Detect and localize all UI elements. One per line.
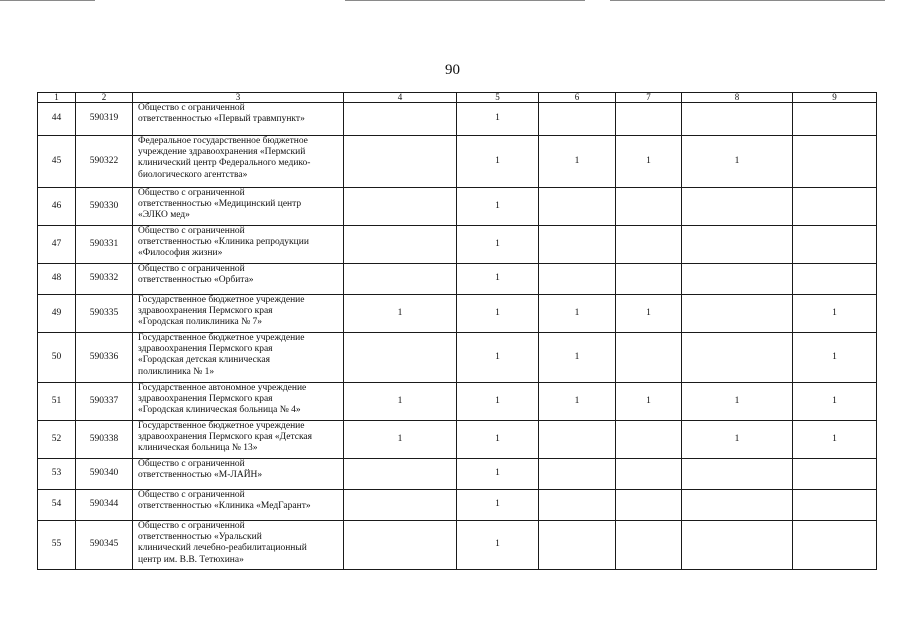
column-header: 7 [616,93,682,103]
cell-col-8 [682,459,793,490]
column-header: 1 [38,93,76,103]
organization-name: Государственное бюджетное учреждение здравоохранения Пермского края «Городская поликлиника № 7» [133,295,344,333]
cell-col-8 [682,226,793,264]
row-number: 52 [38,421,76,459]
organization-name: Общество с ограниченной ответственностью «М-ЛАЙН» [133,459,344,490]
table-row [38,490,877,521]
cell-col-5: 1 [457,383,539,421]
column-header: 9 [793,93,877,103]
organization-name: Государственное автономное учреждение здравоохранения Пермского края «Городская клиническая больница № 4» [133,383,344,421]
cell-col-8 [682,264,793,295]
cell-col-8 [682,490,793,521]
cell-col-9 [793,103,877,136]
cell-col-6: 1 [539,383,616,421]
scan-edge-line-mid [345,0,585,1]
cell-col-6 [539,421,616,459]
cell-col-8: 1 [682,383,793,421]
column-header: 2 [76,93,133,103]
organization-name: Общество с ограниченной ответственностью «Уральский клинический лечебно-реабилитационный центр им. В.В. Тетюхина» [133,521,344,570]
organization-code: 590337 [76,383,133,421]
table-row [38,295,877,333]
cell-col-5: 1 [457,188,539,226]
cell-col-9 [793,226,877,264]
cell-col-9 [793,459,877,490]
table-row [38,459,877,490]
table-row [38,521,877,570]
row-number: 44 [38,103,76,136]
cell-col-4 [344,490,457,521]
table-row [38,264,877,295]
cell-col-7: 1 [616,295,682,333]
cell-col-5: 1 [457,226,539,264]
cell-col-4: 1 [344,383,457,421]
cell-col-5: 1 [457,421,539,459]
organization-name: Общество с ограниченной ответственностью «Медицинский центр «ЭЛКО мед» [133,188,344,226]
cell-col-4 [344,188,457,226]
cell-col-5: 1 [457,333,539,383]
cell-col-4 [344,264,457,295]
organization-code: 590338 [76,421,133,459]
cell-col-6 [539,521,616,570]
row-number: 48 [38,264,76,295]
cell-col-4 [344,333,457,383]
row-number: 51 [38,383,76,421]
table-row [38,103,877,136]
cell-col-5: 1 [457,521,539,570]
row-number: 46 [38,188,76,226]
row-number: 54 [38,490,76,521]
cell-col-6: 1 [539,295,616,333]
cell-col-8 [682,295,793,333]
cell-col-8 [682,333,793,383]
cell-col-9 [793,490,877,521]
organization-code: 590332 [76,264,133,295]
cell-col-6 [539,226,616,264]
column-header: 8 [682,93,793,103]
organization-code: 590322 [76,136,133,188]
cell-col-6 [539,264,616,295]
cell-col-9: 1 [793,333,877,383]
organization-name: Федеральное государственное бюджетное учреждение здравоохранения «Пермский клинический центр Федерального медико- биологического агентства» [133,136,344,188]
row-number: 55 [38,521,76,570]
cell-col-7 [616,188,682,226]
cell-col-7 [616,521,682,570]
cell-col-7 [616,264,682,295]
organization-name: Общество с ограниченной ответственностью «Первый травмпункт» [133,103,344,136]
organization-code: 590340 [76,459,133,490]
table-row [38,333,877,383]
table-row [38,383,877,421]
column-header: 3 [133,93,344,103]
cell-col-8: 1 [682,421,793,459]
cell-col-6 [539,188,616,226]
column-header: 6 [539,93,616,103]
table-row [38,188,877,226]
organization-code: 590335 [76,295,133,333]
organization-name: Государственное бюджетное учреждение здравоохранения Пермского края «Городская детская клиническая поликлиника № 1» [133,333,344,383]
cell-col-6 [539,490,616,521]
cell-col-5: 1 [457,490,539,521]
cell-col-4: 1 [344,295,457,333]
cell-col-6 [539,103,616,136]
cell-col-9 [793,188,877,226]
cell-col-9: 1 [793,421,877,459]
cell-col-6: 1 [539,136,616,188]
cell-col-4: 1 [344,421,457,459]
organization-code: 590330 [76,188,133,226]
cell-col-5: 1 [457,264,539,295]
organization-code: 590319 [76,103,133,136]
cell-col-8 [682,521,793,570]
cell-col-5: 1 [457,459,539,490]
organization-code: 590344 [76,490,133,521]
cell-col-5: 1 [457,136,539,188]
cell-col-8 [682,188,793,226]
row-number: 45 [38,136,76,188]
cell-col-9 [793,521,877,570]
row-number: 50 [38,333,76,383]
cell-col-4 [344,459,457,490]
cell-col-7 [616,459,682,490]
table-row [38,226,877,264]
cell-col-8 [682,103,793,136]
cell-col-7 [616,333,682,383]
cell-col-9: 1 [793,383,877,421]
organization-name: Общество с ограниченной ответственностью «Клиника «МедГарант» [133,490,344,521]
scan-edge-line-left [0,0,95,1]
organization-name: Государственное бюджетное учреждение здравоохранения Пермского края «Детская клиническая больница № 13» [133,421,344,459]
organization-code: 590345 [76,521,133,570]
organization-name: Общество с ограниченной ответственностью «Клиника репродукции «Философия жизни» [133,226,344,264]
cell-col-7 [616,103,682,136]
column-header: 5 [457,93,539,103]
organization-code: 590336 [76,333,133,383]
register-table [37,92,877,570]
cell-col-7 [616,490,682,521]
cell-col-5: 1 [457,103,539,136]
column-header: 4 [344,93,457,103]
cell-col-4 [344,521,457,570]
row-number: 53 [38,459,76,490]
table-row [38,136,877,188]
cell-col-7 [616,421,682,459]
cell-col-4 [344,136,457,188]
cell-col-7 [616,226,682,264]
row-number: 47 [38,226,76,264]
cell-col-8: 1 [682,136,793,188]
cell-col-9 [793,136,877,188]
row-number: 49 [38,295,76,333]
cell-col-5: 1 [457,295,539,333]
scan-edge-line-right [610,0,885,1]
cell-col-9 [793,264,877,295]
cell-col-4 [344,103,457,136]
column-number-row [38,93,877,103]
table-row [38,421,877,459]
cell-col-4 [344,226,457,264]
page-number: 90 [445,62,460,78]
cell-col-6: 1 [539,333,616,383]
organization-name: Общество с ограниченной ответственностью «Орбита» [133,264,344,295]
cell-col-9: 1 [793,295,877,333]
organization-code: 590331 [76,226,133,264]
cell-col-7: 1 [616,136,682,188]
cell-col-6 [539,459,616,490]
cell-col-7: 1 [616,383,682,421]
